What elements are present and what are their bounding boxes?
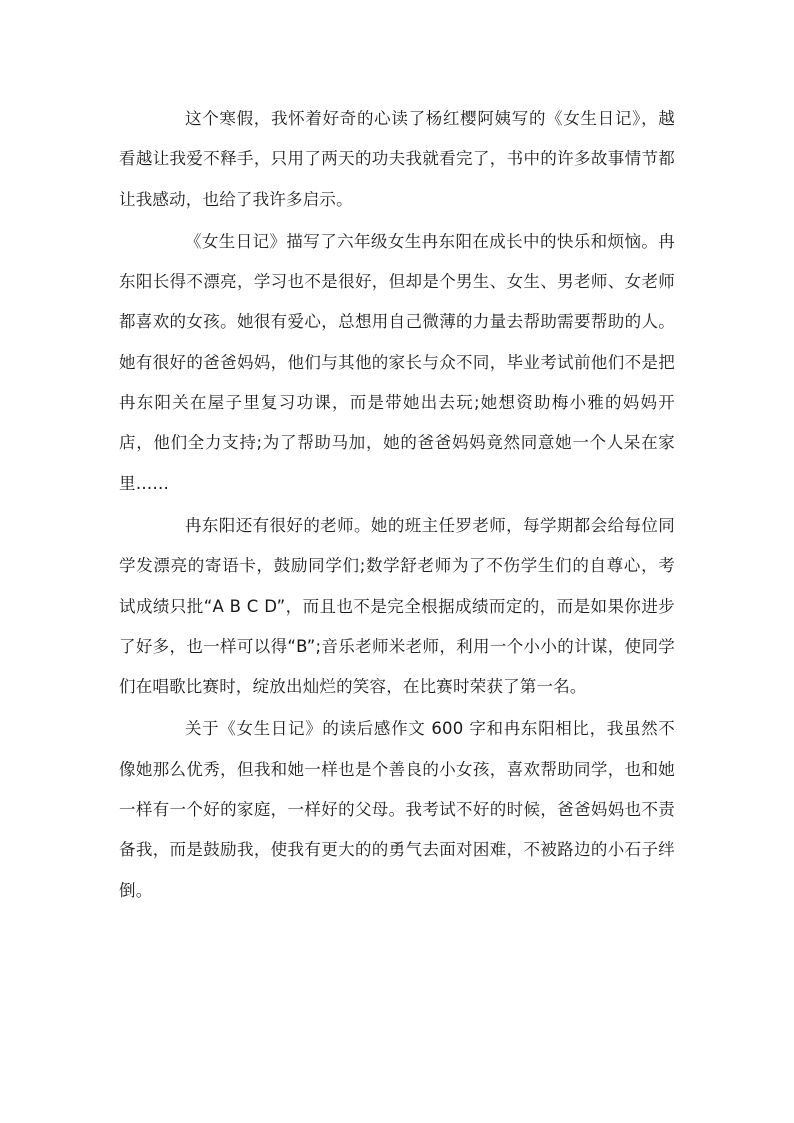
paragraph-3: 冉东阳还有很好的老师。她的班主任罗老师，每学期都会给每位同学发漂亮的寄语卡，鼓励同学们;数学舒老师为了不伤学生们的自尊心，考试成绩只批“A B C D”，而且也不是完全根据成绩而定的，而是如果你进步了好多，也一样可以得“B”;音乐老师米老师，利用一个小小的计谋，使同学们在唱歌比赛时，绽放出灿烂的笑容，在比赛时荣获了第一名。 xyxy=(119,515,675,697)
paragraph-1: 这个寒假，我怀着好奇的心读了杨红樱阿姨写的《女生日记》，越看越让我爱不释手，只用了两天的功夫我就看完了，书中的许多故事情节都让我感动，也给了我许多启示。 xyxy=(119,109,675,209)
paragraph-4: 关于《女生日记》的读后感作文 600 字和冉东阳相比，我虽然不像她那么优秀，但我和她一样也是个善良的小女孩，喜欢帮助同学，也和她一样有一个好的家庭，一样好的父母。我考试不好的时候，爸爸妈妈也不责备我，而是鼓励我，使我有更大的的勇气去面对困难，不被路边的小石子绊倒。 xyxy=(119,719,675,900)
paragraph-2: 《女生日记》描写了六年级女生冉东阳在成长中的快乐和烦恼。冉东阳长得不漂亮，学习也不是很好，但却是个男生、女生、男老师、女老师都喜欢的女孩。她很有爱心，总想用自己微薄的力量去帮助需要帮助的人。她有很好的爸爸妈妈，他们与其他的家长与众不同，毕业考试前他们不是把冉东阳关在屋子里复习功课，而是带她出去玩;她想资助梅小雅的妈妈开店，他们全力支持;为了帮助马加，她的爸爸妈妈竟然同意她一个人呆在家里…… xyxy=(119,231,675,493)
document-body xyxy=(119,99,675,913)
